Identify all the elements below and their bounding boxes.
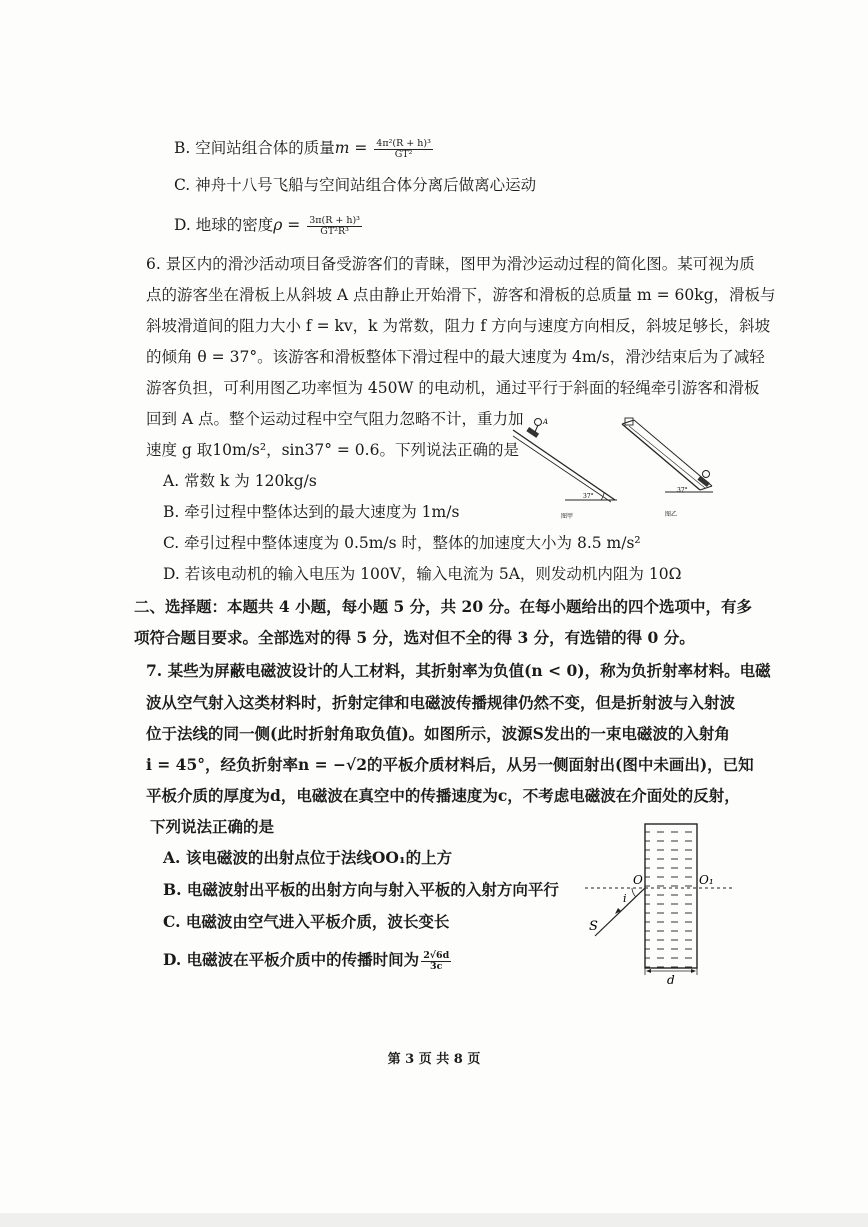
q7-option-d-fraction: $\frac{2√6d}{3c}$: [423, 949, 450, 972]
section-2-heading-line2: 项符合题目要求。全部选对的得 5 分，选对但不全的得 3 分，有选错的得 0 分。: [134, 628, 695, 647]
q7-stem-line2: 波从空气射入这类材料时，折射定律和电磁波传播规律仍然不变，但是折射波与入射波: [146, 693, 736, 712]
q6-stem-line2: 点的游客坐在滑板上从斜坡 A 点由静止开始滑下，游客和滑板的总质量 m = 60kg，滑板与: [146, 286, 776, 304]
page-footer: 第 3 页 共 8 页: [387, 1052, 481, 1067]
q6-fig-right-angle: 37°: [677, 487, 688, 494]
q5-option-c: C. 神舟十八号飞船与空间站组合体分离后做离心运动: [174, 176, 537, 194]
q7-stem-line1: 7. 某些为屏蔽电磁波设计的人工材料，其折射率为负值(n < 0)，称为负折射率材料。电磁: [146, 661, 771, 680]
q7-fig-label-o: O: [633, 873, 643, 887]
q7-dielectric-slab: [645, 824, 697, 968]
q6-option-a: A. 常数 k 为 120kg/s: [163, 472, 317, 490]
q6-option-c: C. 牵引过程中整体速度为 0.5m/s 时，整体的加速度大小为 8.5 m/s²: [163, 534, 641, 552]
q6-stem-line5: 游客负担，可利用图乙功率恒为 450W 的电动机，通过平行于斜面的轻绳牵引游客和滑板: [146, 379, 760, 397]
q6-stem-line7: 速度 g 取10m/s²，sin37° = 0.6。下列说法正确的是: [146, 441, 519, 459]
scan-edge: [0, 1213, 868, 1227]
q7-stem-line3: 位于法线的同一侧(此时折射角取负值)。如图所示，波源S发出的一束电磁波的入射角: [146, 724, 730, 743]
q7-incident-ray: [595, 888, 645, 936]
q6-fig-left-caption: 图甲: [561, 513, 574, 520]
q7-fig-label-o1: O₁: [699, 873, 714, 887]
q7-option-a: A. 该电磁波的出射点位于法线OO₁的上方: [163, 848, 453, 867]
q6-fig-right-caption: 图乙: [665, 511, 678, 518]
section-2-heading-line1: 二、选择题：本题共 4 小题，每小题 5 分，共 20 分。在每小题给出的四个选项中，有多: [134, 597, 753, 616]
q6-stem-line3: 斜坡滑道间的阻力大小 f = kv，k 为常数，阻力 f 方向与速度方向相反，斜坡足够长，斜坡: [146, 317, 771, 335]
q7-stem-line6: 下列说法正确的是: [150, 817, 275, 836]
q6-fig-point-a: A: [543, 418, 549, 426]
q6-option-b: B. 牵引过程中整体达到的最大速度为 1m/s: [163, 503, 460, 521]
q6-figure-left-slope: [513, 418, 617, 520]
q6-fig-left-angle: 37°: [583, 493, 594, 500]
q7-stem-line4: i = 45°，经负折射率n = −√2的平板介质材料后，从另一侧面射出(图中未画出)，已知: [146, 755, 754, 774]
q7-fig-label-i: i: [623, 892, 627, 905]
q5-option-b: B. 空间站组合体的质量m = $\frac{\text{4π²(R + h)³}}{\text{GT²}}$: [174, 137, 431, 160]
q7-stem-line5: 平板介质的厚度为d，电磁波在真空中的传播速度为c，不考虑电磁波在介面处的反射，: [146, 786, 740, 805]
q7-option-d: D. 电磁波在平板介质中的传播时间为 $\frac{2√6d}{3c}$: [163, 949, 450, 972]
q7-figure: [585, 818, 745, 986]
q7-fig-label-s: S: [589, 919, 598, 934]
q6-option-d: D. 若该电动机的输入电压为 100V，输入电流为 5A，则发动机内阻为 10Ω: [163, 565, 682, 583]
q5-option-d-fraction: $\frac{\text{3π(R + h)³}}{\text{GT²R³}}$: [309, 214, 360, 237]
q6-stem-line1: 6. 景区内的滑沙活动项目备受游客们的青睐，图甲为滑沙运动过程的简化图。某可视为质: [146, 255, 755, 273]
q7-option-c: C. 电磁波由空气进入平板介质，波长变长: [163, 912, 450, 931]
q6-figure-right-slope: [622, 418, 713, 518]
q7-option-b: B. 电磁波射出平板的出射方向与射入平板的入射方向平行: [163, 880, 559, 899]
q5-option-d: D. 地球的密度ρ = $\frac{\text{3π(R + h)³}}{\text{GT²R³}}$: [174, 214, 360, 237]
q6-stem-line6: 回到 A 点。整个运动过程中空气阻力忽略不计，重力加: [146, 410, 524, 428]
q7-fig-label-d: d: [667, 973, 675, 986]
q6-stem-line4: 的倾角 θ = 37°。该游客和滑板整体下滑过程中的最大速度为 4m/s，滑沙结束后为了减轻: [146, 348, 765, 366]
q5-option-b-fraction: $\frac{\text{4π²(R + h)³}}{\text{GT²}}$: [376, 137, 431, 160]
q6-figure: [505, 412, 730, 524]
